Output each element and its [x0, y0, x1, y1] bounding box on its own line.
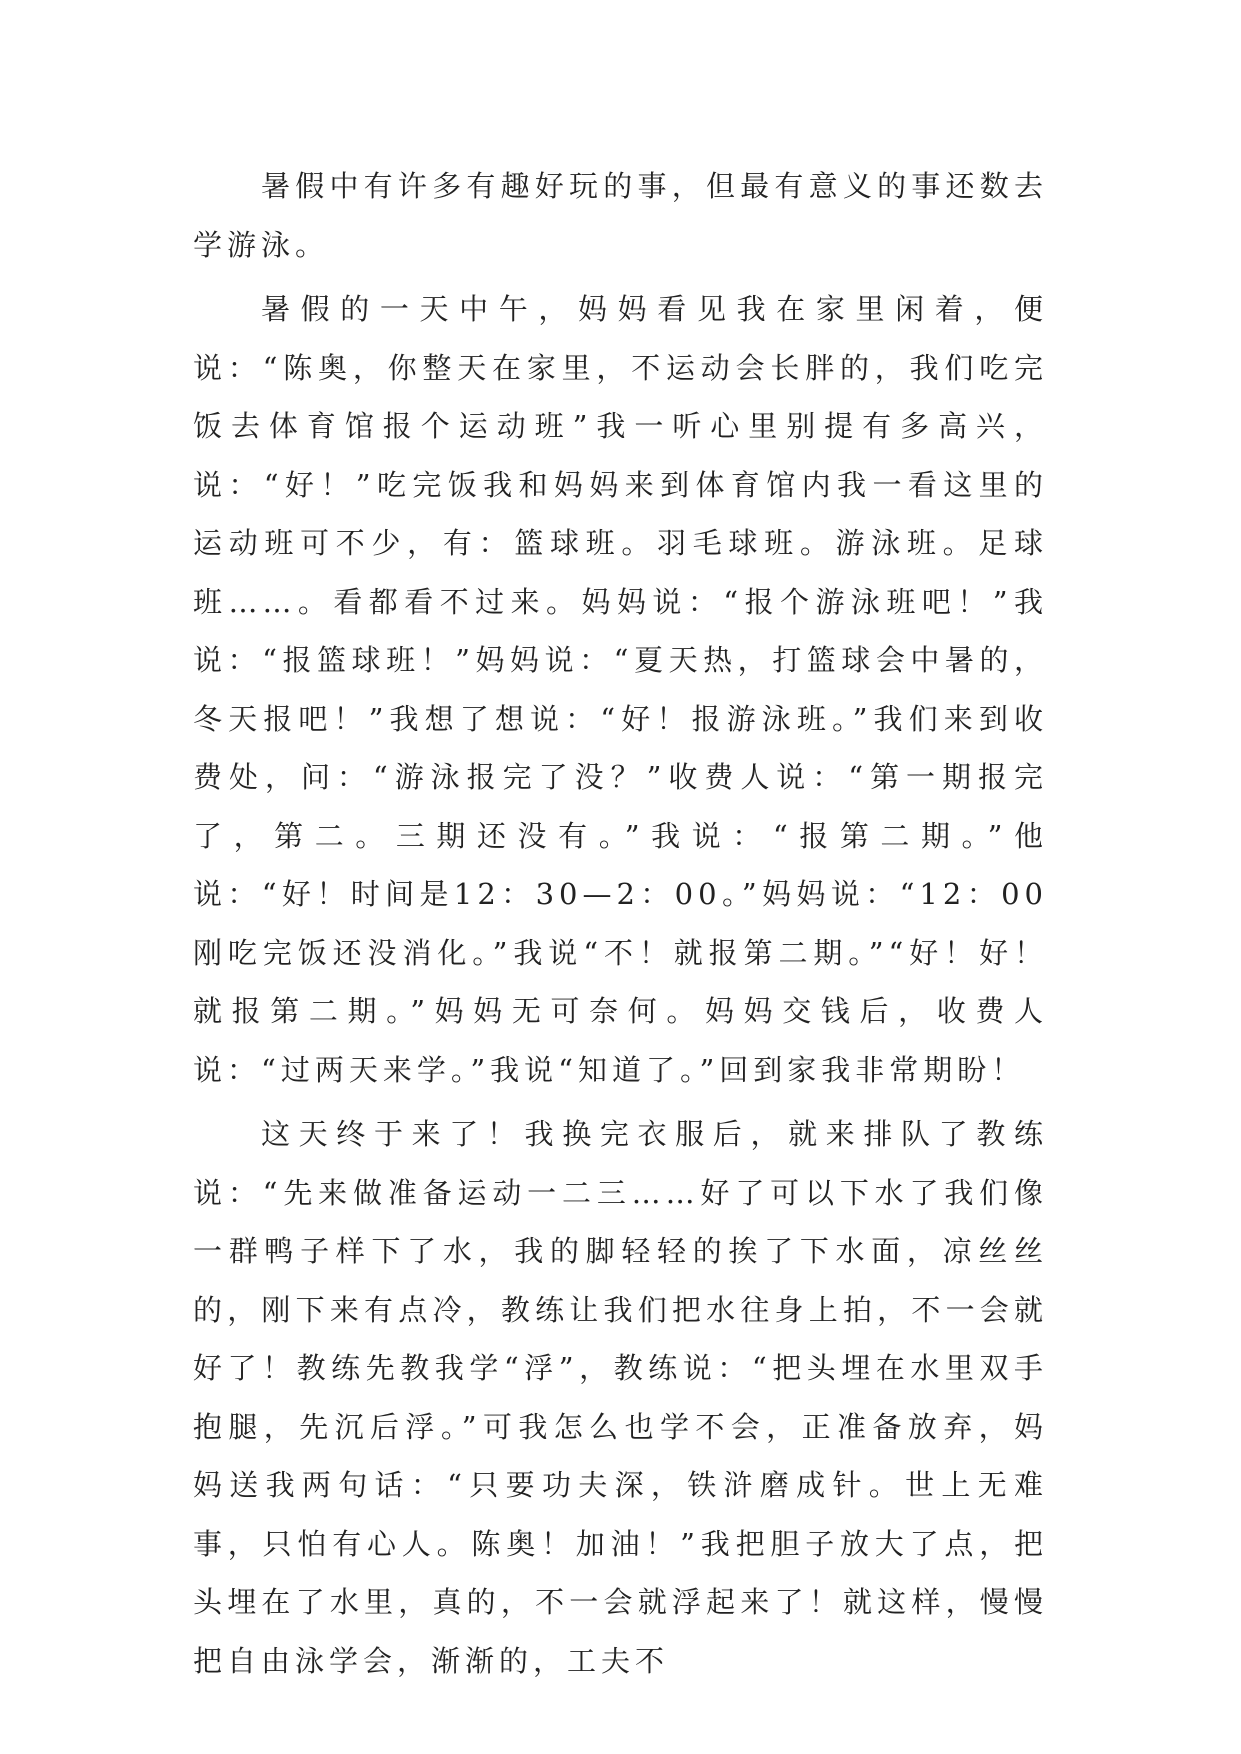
essay-body — [193, 157, 1048, 1696]
paragraph-intro: 暑假中有许多有趣好玩的事，但最有意义的事还数去学游泳。 — [193, 169, 1048, 262]
paragraph-signup: 暑假的一天中午，妈妈看见我在家里闲着，便说：“陈奥，你整天在家里，不运动会长胖的，我们吃完饭去体育馆报个运动班”我一听心里别提有多高兴，说：“好！”吃完饭我和妈妈来到体育馆内我一看这里的运动班可不少，有：篮球班。羽毛球班。游泳班。足球班……。看都看不过来。妈妈说：“报个游泳班吧！”我说：“报篮球班！”妈妈说：“夏天热，打篮球会中暑的，冬天报吧！”我想了想说：“好！报游泳班。”我们来到收费处，问：“游泳报完了没？”收费人说：“第一期报完了，第二。三期还没有。”我说：“报第二期。”他说：“好！时间是12：30—2：00。”妈妈说：“12：00刚吃完饭还没消化。”我说“不！就报第二期。”“好！好！就报第二期。”妈妈无可奈何。妈妈交钱后，收费人说：“过两天来学。”我说“知道了。”回到家我非常期盼！ — [193, 292, 1048, 1087]
paragraph-first-lesson: 这天终于来了！我换完衣服后，就来排队了教练说：“先来做准备运动一二三……好了可以下水了我们像一群鸭子样下了水，我的脚轻轻的挨了下水面，凉丝丝的，刚下来有点冷，教练让我们把水往身上拍，不一会就好了！教练先教我学“浮”，教练说：“把头埋在水里双手抱腿，先沉后浮。”可我怎么也学不会，正准备放弃，妈妈送我两句话：“只要功夫深，铁浒磨成针。世上无难事，只怕有心人。陈奥！加油！”我把胆子放大了点，把头埋在了水里，真的，不一会就浮起来了！就这样，慢慢把自由泳学会，渐渐的，工夫不 — [193, 1117, 1048, 1678]
